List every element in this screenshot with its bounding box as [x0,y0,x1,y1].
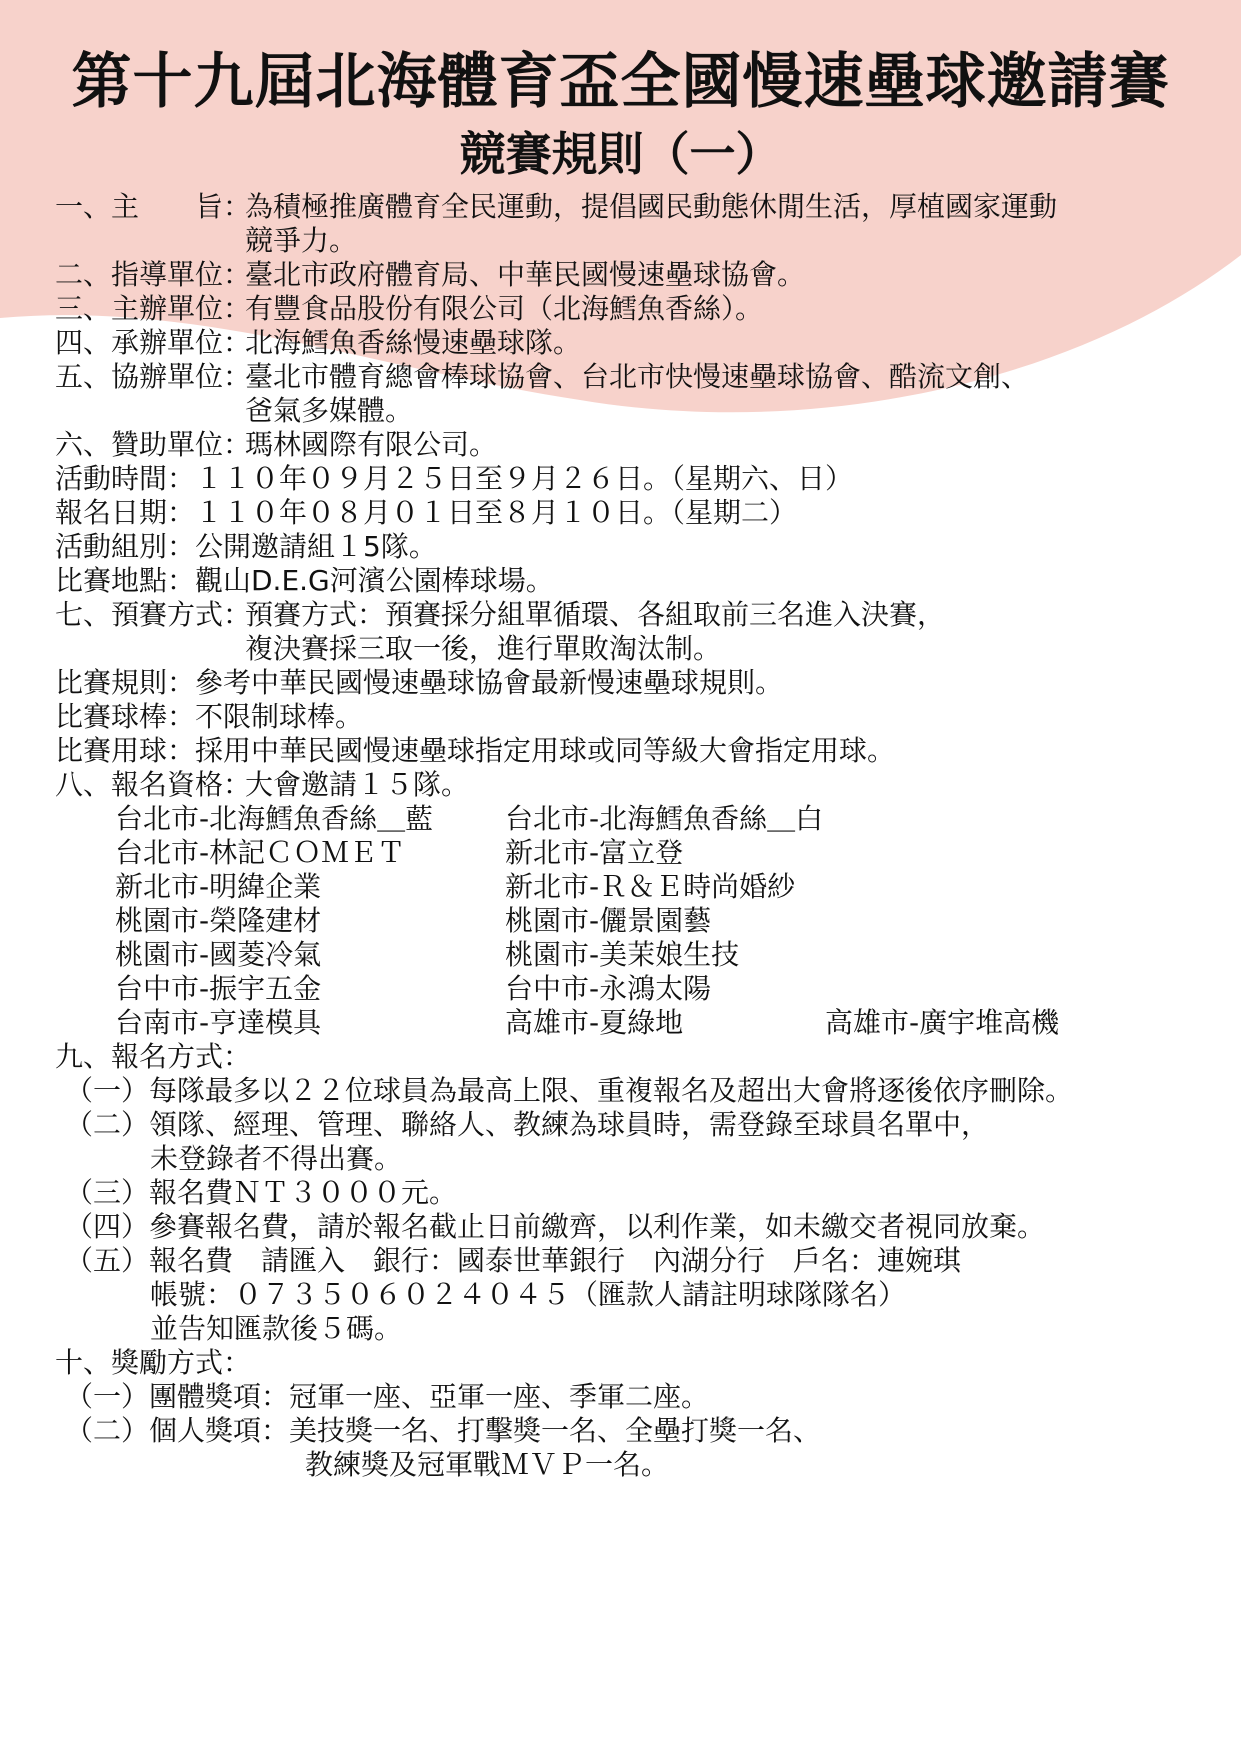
qualification-label: 八、報名資格： [55,768,252,801]
venue: 比賽地點：觀山D.E.G河濱公園棒球場。 [55,564,554,597]
co-organizer-label: 五、協辦單位： [55,360,252,393]
sponsor-label: 六、贊助單位： [55,428,252,461]
team-item: 台中市-振宇五金 [115,972,322,1005]
registration-item-5: （五）報名費 請匯入 銀行：國泰世華銀行 內湖分行 戶名：連婉琪 [65,1244,962,1277]
prelim-text-cont: 複決賽採三取一後，進行單敗淘汰制。 [245,632,722,665]
registration-item-2: （二）領隊、經理、管理、聯絡人、教練為球員時，需登錄至球員名單中， [65,1108,990,1141]
purpose-label: 一、主 旨： [55,190,252,223]
team-item: 台北市-北海鱈魚香絲＿藍 [115,802,434,835]
team-item: 台北市-林記ＣＯＭＥＴ [115,836,406,869]
organizer-text: 北海鱈魚香絲慢速壘球隊。 [245,326,582,359]
awards-item-1: （一）團體獎項：冠軍一座、亞軍一座、季軍二座。 [65,1380,710,1413]
co-organizer-text-cont: 爸氣多媒體。 [245,394,414,427]
team-item: 新北市-明緯企業 [115,870,322,903]
event-time: 活動時間：１１０年０９月２５日至９月２６日。（星期六、日） [55,462,854,495]
bank-account: 帳號：０７３５０６０２４０４５（匯款人請註明球隊隊名） [150,1278,907,1311]
match-ball: 比賽用球：採用中華民國慢速壘球指定用球或同等級大會指定用球。 [55,734,896,767]
team-item: 桃園市-國菱冷氣 [115,938,322,971]
team-item: 高雄市-廣宇堆高機 [825,1006,1060,1039]
prelim-label: 七、預賽方式： [55,598,252,631]
guide-label: 二、指導單位： [55,258,252,291]
qualification-text: 大會邀請１５隊。 [245,768,470,801]
registration-label: 九、報名方式： [55,1040,252,1073]
team-item: 新北市-Ｒ＆Ｅ時尚婚紗 [505,870,796,903]
team-item: 高雄市-夏綠地 [505,1006,684,1039]
team-item: 台南市-亨達模具 [115,1006,322,1039]
match-bat: 比賽球棒：不限制球棒。 [55,700,364,733]
team-item: 桃園市-榮隆建材 [115,904,322,937]
awards-label: 十、獎勵方式： [55,1346,252,1379]
registration-item-2-cont: 未登錄者不得出賽。 [150,1142,403,1175]
guide-text: 臺北市政府體育局、中華民國慢速壘球協會。 [245,258,806,291]
purpose-text: 為積極推廣體育全民運動，提倡國民動態休閒生活，厚植國家運動 [245,190,1058,223]
prelim-text: 預賽方式：預賽採分組單循環、各組取前三名進入決賽， [245,598,946,631]
page-subtitle: 競賽規則（一） [459,127,782,181]
registration-item-4: （四）參賽報名費，請於報名截止日前繳齊，以利作業，如未繳交者視同放棄。 [65,1210,1046,1243]
sponsor-text: 瑪林國際有限公司。 [245,428,498,461]
team-item: 桃園市-儷景園藝 [505,904,712,937]
remittance-note: 並告知匯款後５碼。 [150,1312,403,1345]
awards-item-2-cont: 教練獎及冠軍戰ＭＶＰ一名。 [305,1448,670,1481]
team-item: 桃園市-美茉娘生技 [505,938,740,971]
registration-item-3: （三）報名費ＮＴ３０００元。 [65,1176,458,1209]
signup-date: 報名日期：１１０年０８月０１日至８月１０日。（星期二） [55,496,798,529]
co-organizer-text: 臺北市體育總會棒球協會、台北市快慢速壘球協會、酷流文創、 [245,360,1030,393]
match-rules: 比賽規則：參考中華民國慢速壘球協會最新慢速壘球規則。 [55,666,784,699]
page-title: 第十九屆北海體育盃全國慢速壘球邀請賽 [71,47,1170,117]
host-text: 有豐食品股份有限公司（北海鱈魚香絲）。 [245,292,764,325]
team-item: 台中市-永鴻太陽 [505,972,712,1005]
event-groups: 活動組別：公開邀請組１5隊。 [55,530,437,563]
team-item: 新北市-富立登 [505,836,684,869]
organizer-label: 四、承辦單位： [55,326,252,359]
awards-item-2: （二）個人獎項：美技獎一名、打擊獎一名、全壘打獎一名、 [65,1414,822,1447]
purpose-text-cont: 競爭力。 [245,224,358,257]
team-item: 台北市-北海鱈魚香絲＿白 [505,802,824,835]
host-label: 三、主辦單位： [55,292,252,325]
registration-item-1: （一）每隊最多以２２位球員為最高上限、重複報名及超出大會將逐後依序刪除。 [65,1074,1074,1107]
